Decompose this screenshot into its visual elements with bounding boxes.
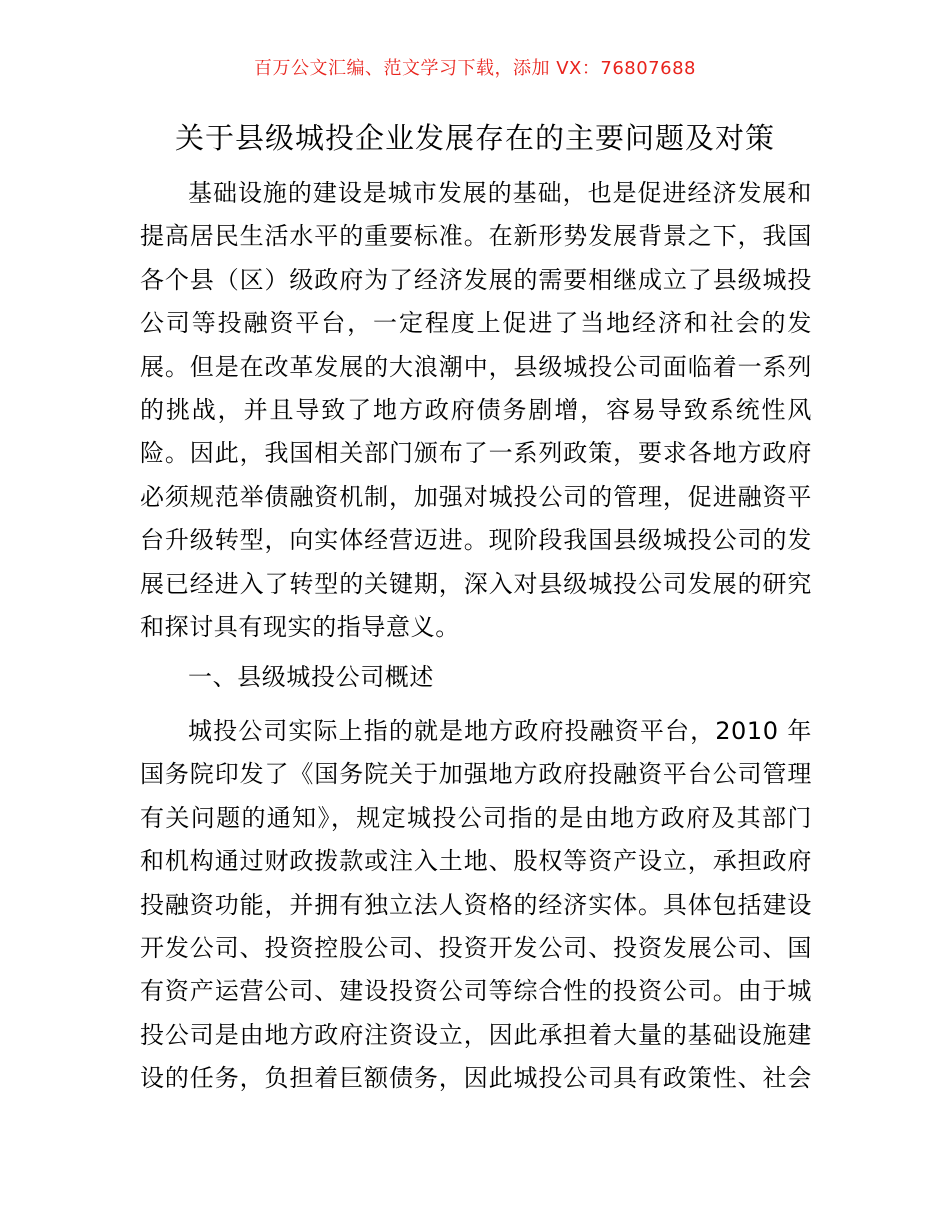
paragraph-line: 险。因此，我国相关部门颁布了一系列政策，要求各地方政府	[140, 439, 812, 468]
paragraph-line: 提高居民生活水平的重要标准。在新形势发展背景之下，我国	[140, 222, 812, 251]
paragraph-line: 投公司是由地方政府注资设立，因此承担着大量的基础设施建	[140, 1020, 812, 1049]
header-banner: 百万公文汇编、范文学习下载，添加 VX：76807688	[254, 58, 696, 79]
paragraph-line: 和探讨具有现实的指导意义。	[140, 613, 460, 642]
paragraph-line: 的挑战，并且导致了地方政府债务剧增，容易导致系统性风	[140, 396, 812, 425]
paragraph-line: 有资产运营公司、建设投资公司等综合性的投资公司。由于城	[140, 977, 812, 1006]
paragraph-line: 开发公司、投资控股公司、投资开发公司、投资发展公司、国	[140, 934, 812, 963]
paragraph-line: 投融资功能，并拥有独立法人资格的经济实体。具体包括建设	[140, 890, 812, 919]
paragraph-line: 有关问题的通知》，规定城投公司指的是由地方政府及其部门	[140, 803, 812, 832]
paragraph-line: 城投公司实际上指的就是地方政府投融资平台，2010 年	[188, 717, 812, 745]
paragraph-line: 公司等投融资平台，一定程度上促进了当地经济和社会的发	[140, 309, 812, 338]
section-heading-text: 一、县级城投公司概述	[188, 663, 434, 691]
paragraph-line: 设的任务，负担着巨额债务，因此城投公司具有政策性、社会	[140, 1064, 812, 1093]
paragraph-line: 展。但是在改革发展的大浪潮中，县级城投公司面临着一系列	[140, 352, 812, 381]
paragraph-line: 必须规范举债融资机制，加强对城投公司的管理，促进融资平	[140, 482, 812, 511]
paragraph-line: 展已经进入了转型的关键期，深入对县级城投公司发展的研究	[140, 569, 812, 598]
paragraph-line: 台升级转型，向实体经营迈进。现阶段我国县级城投公司的发	[140, 526, 812, 555]
paragraph-line: 国务院印发了《国务院关于加强地方政府投融资平台公司管理	[140, 760, 812, 789]
intro-paragraph	[140, 172, 812, 649]
section-heading	[140, 656, 812, 699]
document-title: 关于县级城投企业发展存在的主要问题及对策	[174, 121, 775, 155]
overview-paragraph	[140, 710, 812, 1101]
paragraph-line: 和机构通过财政拨款或注入土地、股权等资产设立，承担政府	[140, 847, 812, 876]
paragraph-line: 各个县（区）级政府为了经济发展的需要相继成立了县级城投	[140, 265, 812, 294]
paragraph-line: 基础设施的建设是城市发展的基础，也是促进经济发展和	[188, 179, 812, 207]
